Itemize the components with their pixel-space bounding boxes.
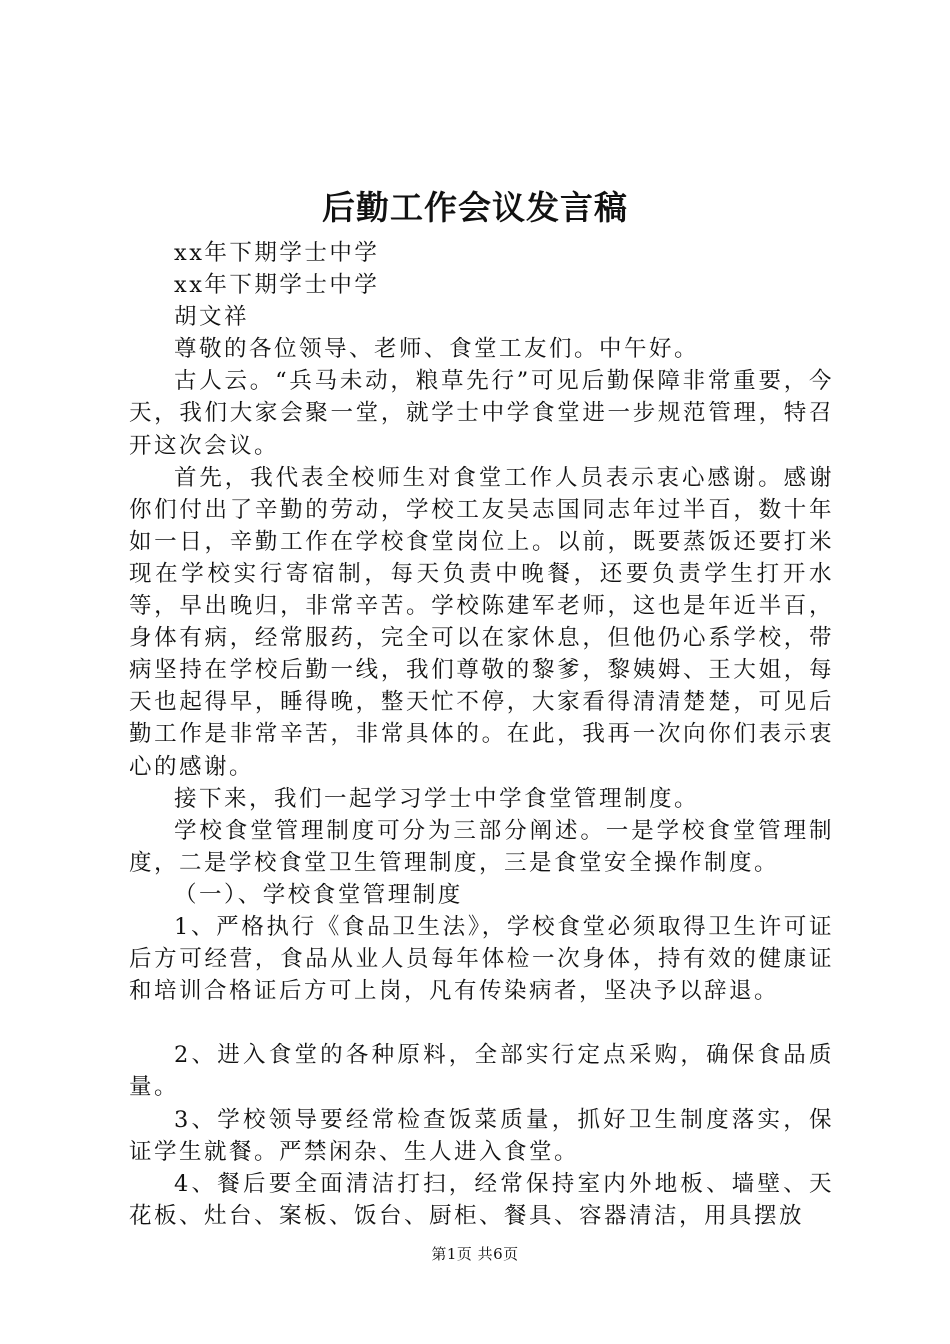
rule-item: 3、学校领导要经常检查饭菜质量，抓好卫生制度落实，保证学生就餐。严禁闲杂、生人进入食堂。 xyxy=(129,1106,834,1165)
school-line: xx年下期学士中学 xyxy=(174,240,380,266)
author-name: 胡文祥 xyxy=(174,304,250,331)
rule-item: 1、严格执行《食品卫生法》，学校食堂必须取得卫生许可证后方可经营，食品从业人员每年体检一次身体，持有效的健康证和培训合格证后方可上岗，凡有传染病者，坚决予以辞退。 xyxy=(129,913,834,1005)
blank-line xyxy=(129,1007,834,1039)
document-title: 后勤工作会议发言稿 xyxy=(322,188,628,227)
page-footer: 第1页 共6页 xyxy=(431,1245,519,1263)
greeting: 尊敬的各位领导、老师、食堂工友们。中午好。 xyxy=(174,336,700,363)
paragraph: 学校食堂管理制度可分为三部分阐述。一是学校食堂管理制度，二是学校食堂卫生管理制度，三是食堂安全操作制度。 xyxy=(129,817,834,876)
paragraph: 接下来，我们一起学习学士中学食堂管理制度。 xyxy=(174,785,700,812)
document-body xyxy=(129,237,834,1232)
section-heading: （一）、学校食堂管理制度 xyxy=(174,881,463,908)
school-line: xx年下期学士中学 xyxy=(174,272,380,299)
rule-item: 4、餐后要全面清洁打扫，经常保持室内外地板、墙壁、天花板、灶台、案板、饭台、厨柜、餐具、容器清洁，用具摆放 xyxy=(129,1170,834,1229)
paragraph: 古人云。“兵马未动，粮草先行”可见后勤保障非常重要，今天，我们大家会聚一堂，就学士中学食堂进一步规范管理，特召开这次会议。 xyxy=(129,368,834,459)
paragraph: 首先，我代表全校师生对食堂工作人员表示衷心感谢。感谢你们付出了辛勤的劳动，学校工友吴志国同志年过半百，数十年如一日，辛勤工作在学校食堂岗位上。以前，既要蒸饭还要打米现在学校实行寄宿制，每天负责中晚餐，还要负责学生打开水等，早出晚归，非常辛苦。学校陈建军老师，这也是年近半百，身体有病，经常服药，完全可以在家休息，但他仍心系学校，带病坚持在学校后勤一线，我们尊敬的黎爹，黎姨姆、王大姐，每天也起得早，睡得晚，整天忙不停，大家看得清清楚楚，可见后勤工作是非常辛苦，非常具体的。在此，我再一次向你们表示衷心的感谢。 xyxy=(129,464,834,780)
rule-item: 2、进入食堂的各种原料，全部实行定点采购，确保食品质量。 xyxy=(129,1042,834,1101)
